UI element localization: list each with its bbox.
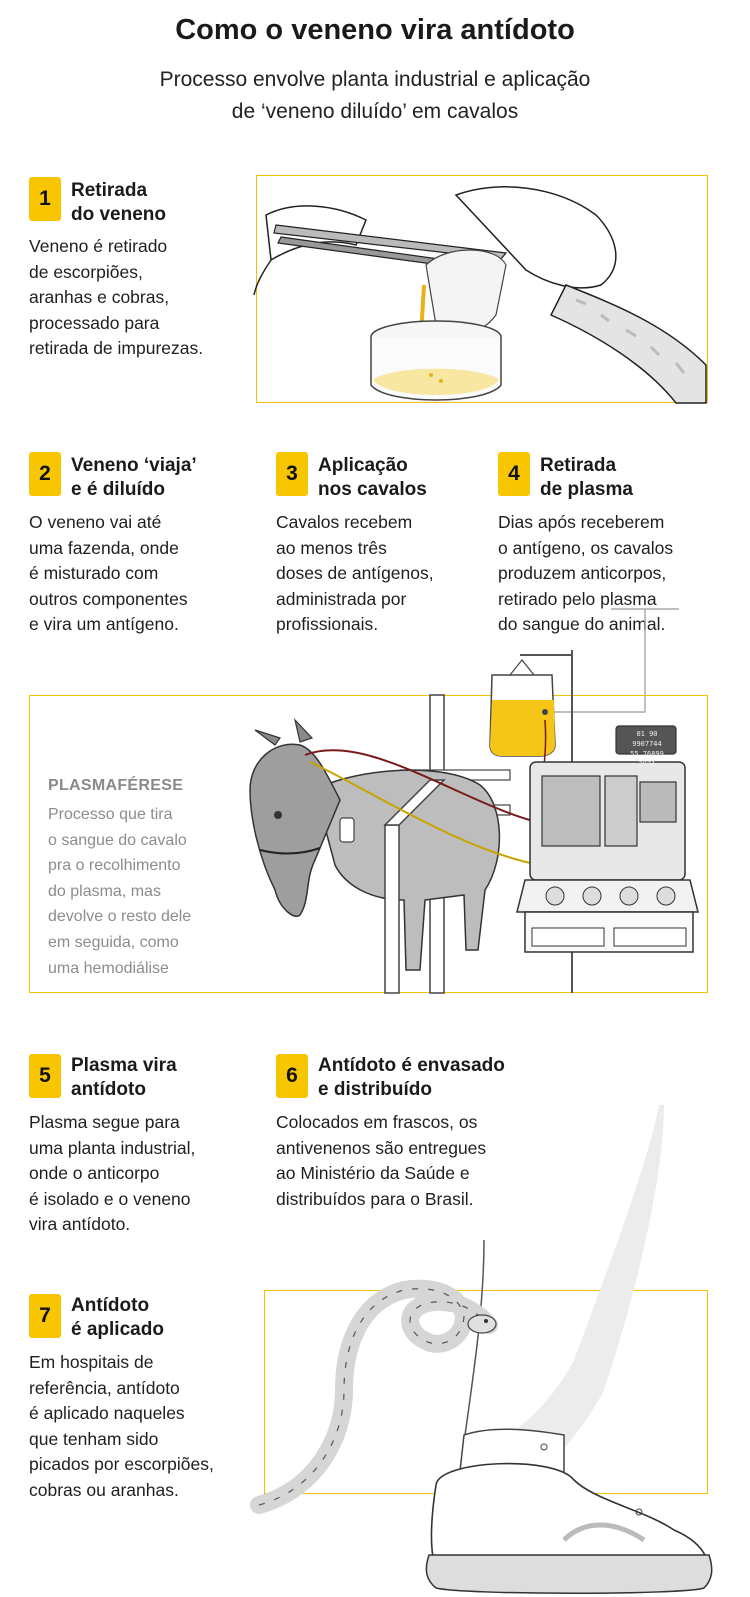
step-5-text [29, 1110, 195, 1238]
step-4-text-line: produzem anticorpos, [498, 563, 667, 583]
machine-display-line-1: 01 90 9907744 [632, 730, 662, 748]
step-3-title-line-2: nos cavalos [318, 479, 427, 500]
plasmapheresis-text-line: do plasma, mas [48, 882, 161, 900]
step-7-text-line: Em hospitais de [29, 1352, 154, 1372]
step-4-text-line: Dias após receberem [498, 512, 665, 532]
step-3-text-line: Cavalos recebem [276, 512, 413, 532]
step-4-badge: 4 [498, 452, 530, 496]
machine-display-line-2: 55 76899 2071 [630, 750, 664, 768]
step-2-text-line: é misturado com [29, 563, 159, 583]
horse-plasmapheresis-illustration [220, 650, 708, 993]
step-7-title-line-1: Antídoto [71, 1295, 150, 1316]
step-7-text-line: picados por escorpiões, [29, 1454, 214, 1474]
step-3-title-line-1: Aplicação [318, 455, 408, 476]
plasmapheresis-text-line: devolve o resto dele [48, 908, 192, 926]
step-7-text-line: que tenham sido [29, 1428, 159, 1449]
step-7-text-line: referência, antídoto [29, 1377, 180, 1398]
step-4-title-line-2: de plasma [540, 479, 633, 500]
step-6-title-line-1: Antídoto é envasado [318, 1055, 505, 1076]
step-5-text-line: é isolado e o veneno [29, 1188, 191, 1209]
step-7-text [29, 1350, 214, 1503]
step-7-title-line-2: é aplicado [71, 1319, 164, 1340]
step-6-text-line: antivenenos são entregues [276, 1137, 487, 1158]
plasmapheresis-text-line: pra o recolhimento [48, 857, 181, 875]
step-4-text-line: retirado pelo plasma [498, 588, 657, 609]
page-title: Como o veneno vira antídoto [175, 14, 575, 46]
step-1-text-line: aranhas e cobras, [29, 287, 170, 307]
step-6-title-line-2: e distribuído [318, 1079, 432, 1100]
step-5-title [71, 1054, 177, 1102]
step-4-text-line: o antígeno, os cavalos [498, 537, 674, 558]
plasmapheresis-text-line: o sangue do cavalo [48, 831, 187, 849]
step-6-text-line: Colocados em frascos, os [276, 1112, 478, 1132]
step-1-title-line-1: Retirada [71, 180, 148, 201]
step-7-title [71, 1294, 164, 1342]
step-6-badge: 6 [276, 1054, 308, 1098]
step-7-text-line: cobras ou aranhas. [29, 1479, 179, 1500]
plasmapheresis-title: PLASMAFÉRESE [48, 777, 184, 794]
subtitle-line-1: Processo envolve planta industrial e aplicação [159, 68, 591, 91]
snakebite-illustration [264, 1100, 724, 1595]
step-2-title-line-1: Veneno ‘viaja’ [71, 455, 197, 476]
step-2-text-line: uma fazenda, onde [29, 537, 179, 558]
step-5-text-line: onde o anticorpo [29, 1163, 160, 1183]
step-3-text-line: doses de antígenos, [276, 563, 434, 583]
step-5-title-line-1: Plasma vira [71, 1055, 177, 1076]
step-1-text-line: processado para [29, 312, 160, 333]
step-7-text-line: é aplicado naqueles [29, 1403, 185, 1423]
step-5-text-line: uma planta industrial, [29, 1137, 196, 1158]
plasmapheresis-text-line: Processo que tira [48, 806, 173, 823]
step-2-title-line-2: e é diluído [71, 479, 165, 500]
plasmapheresis-text-line: em seguida, como [48, 933, 179, 951]
step-2-badge: 2 [29, 452, 61, 496]
step-3-text-line: administrada por [276, 588, 407, 609]
subtitle-line-2: de ‘veneno diluído’ em cavalos [231, 100, 519, 123]
step-5-title-line-2: antídoto [71, 1079, 146, 1100]
step-2-text-line: outros componentes [29, 588, 188, 609]
plasmapheresis-text-line: uma hemodiálise [48, 959, 169, 977]
step-4-title-line-1: Retirada [540, 455, 617, 476]
plasmapheresis-text [48, 802, 191, 981]
step-1-text-line: de escorpiões, [29, 261, 143, 282]
step-3-text-line: ao menos três [276, 537, 387, 558]
step-2-text-line: O veneno vai até [29, 512, 162, 532]
step-6-text-line: distribuídos para o Brasil. [276, 1188, 474, 1209]
step-2-text-line: e vira um antígeno. [29, 614, 179, 634]
step-4-text-line: do sangue do animal. [498, 614, 666, 634]
step-6-title [318, 1054, 505, 1102]
machine-display [620, 729, 674, 769]
step-3-badge: 3 [276, 452, 308, 496]
step-1-text-line: retirada de impurezas. [29, 338, 204, 358]
step-1-title-line-2: do veneno [71, 204, 167, 225]
step-6-text-line: ao Ministério da Saúde e [276, 1163, 470, 1183]
step-1-badge: 1 [29, 177, 61, 221]
step-3-text-line: profissionais. [276, 614, 379, 634]
step-5-badge: 5 [29, 1054, 61, 1098]
step-5-text-line: Plasma segue para [29, 1112, 180, 1132]
step-5-text-line: vira antídoto. [29, 1214, 131, 1234]
step-7-badge: 7 [29, 1294, 61, 1338]
step-1-text-line: Veneno é retirado [29, 236, 168, 256]
